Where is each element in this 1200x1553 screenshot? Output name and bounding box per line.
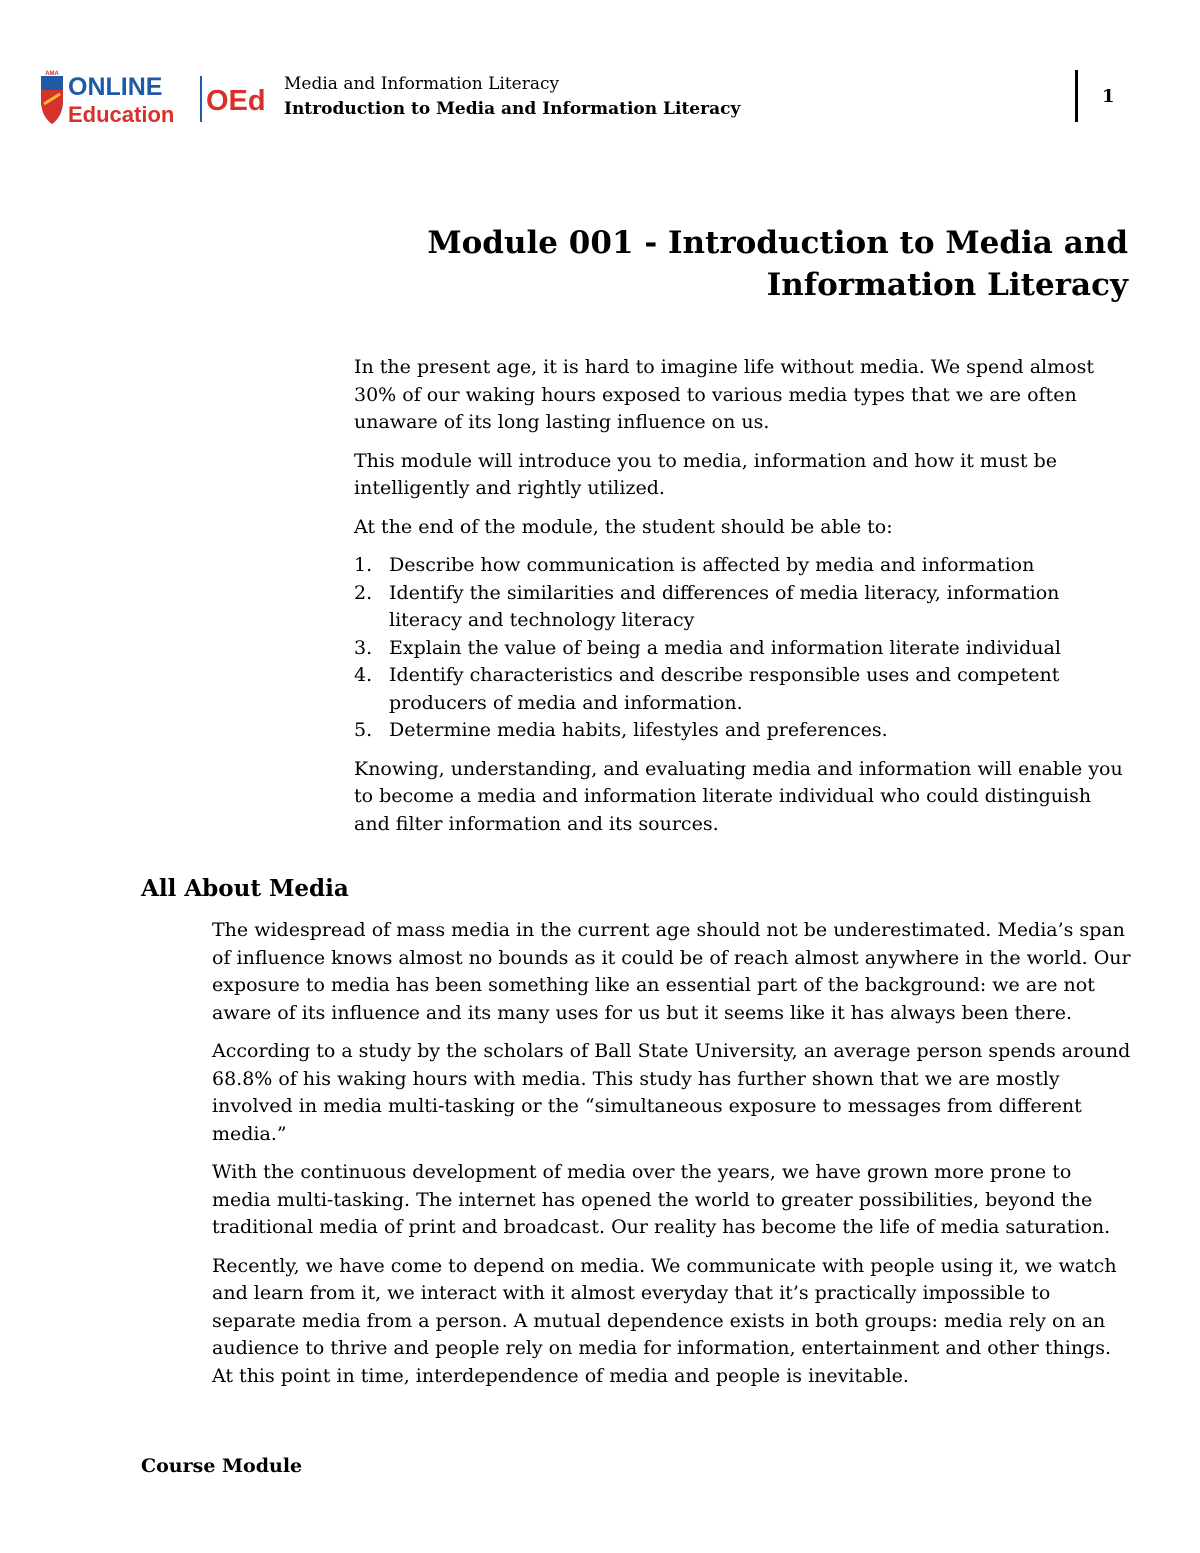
online-education-logo <box>38 70 270 126</box>
section-paragraph: With the continuous development of media over the years, we have grown more prone to media multi-tasking. The internet has opened the world to greater possibilities, beyond the traditional media of print and broadcast. Our reality has become the life of media saturation. <box>212 1161 1111 1238</box>
section-paragraph: According to a study by the scholars of Ball State University, an average person spends around 68.8% of his waking hours with media. This study has further shown that we are mostly involved in media multi-tasking or the “simultaneous exposure to messages from different media.” <box>212 1040 1131 1145</box>
section-paragraph: The widespread of mass media in the current age should not be underestimated. Media’s span of influence knows almost no bounds as it could be of reach almost anywhere in the world. Our exposure to media has been something like an essential part of the background: we are not aware of its influence and its many uses for us but it seems like it has always been there. <box>212 919 1131 1024</box>
intro-block <box>354 354 1124 849</box>
intro-paragraph: In the present age, it is hard to imagine life without media. We spend almost 30% of our waking hours exposed to various media types that we are often unaware of its long lasting influence on us. <box>354 356 1094 433</box>
module-title-line1: Module 001 - Introduction to Media and <box>427 225 1128 261</box>
list-item-number: 4. <box>354 664 373 686</box>
logo-top-text: ONLINE <box>68 73 163 101</box>
section-body <box>212 917 1132 1401</box>
module-title-line2: Information Literacy <box>766 267 1128 303</box>
list-item <box>354 717 1124 745</box>
list-item <box>354 635 1124 663</box>
module-title <box>348 222 1128 306</box>
list-item <box>354 552 1124 580</box>
list-item <box>354 580 1124 635</box>
list-item-text: Explain the value of being a media and information literate individual <box>389 636 1061 659</box>
list-item-number: 2. <box>354 581 373 604</box>
intro-paragraph: At the end of the module, the student should be able to: <box>354 515 893 538</box>
list-item-number: 3. <box>354 636 373 659</box>
intro-paragraph: This module will introduce you to media, information and how it must be intelligently and rightly utilized. <box>354 449 1058 499</box>
list-item-text: Determine media habits, lifestyles and preferences. <box>389 719 888 741</box>
objectives-list <box>354 552 1124 745</box>
logo-bottom-text: Education <box>68 102 175 126</box>
intro-paragraph: Knowing, understanding, and evaluating media and information will enable you to become a media and information literate individual who could distinguish and filter information and its sources. <box>354 757 1123 835</box>
page-number: 1 <box>1102 86 1115 107</box>
crest-icon <box>41 71 63 124</box>
list-item-number: 1. <box>354 554 373 576</box>
list-item <box>354 662 1124 717</box>
list-item-text: Identify the similarities and differences of media literacy, information literacy and technology literacy <box>389 581 1060 631</box>
section-heading: All About Media <box>141 875 349 902</box>
crest-text: AMA <box>45 71 59 77</box>
header-divider <box>1075 70 1078 122</box>
footer-label: Course Module <box>141 1455 303 1477</box>
list-item-text: Describe how communication is affected by media and information <box>389 554 1035 576</box>
header-course-title: Media and Information Literacy <box>284 74 560 94</box>
list-item-text: Identify characteristics and describe responsible uses and competent producers of media and information. <box>389 664 1060 714</box>
section-paragraph: Recently, we have come to depend on media. We communicate with people using it, we watch and learn from it, we interact with it almost everyday that it’s practically impossible to separate media from a person. A mutual dependence exists in both groups: media rely on an audience to thrive and people rely on media for information, entertainment and other things. At this point in time, interdependence of media and people is inevitable. <box>212 1254 1117 1387</box>
header-topic-title: Introduction to Media and Information Literacy <box>284 99 741 119</box>
logo-side-text: OEd <box>206 85 266 117</box>
list-item-number: 5. <box>354 719 373 741</box>
